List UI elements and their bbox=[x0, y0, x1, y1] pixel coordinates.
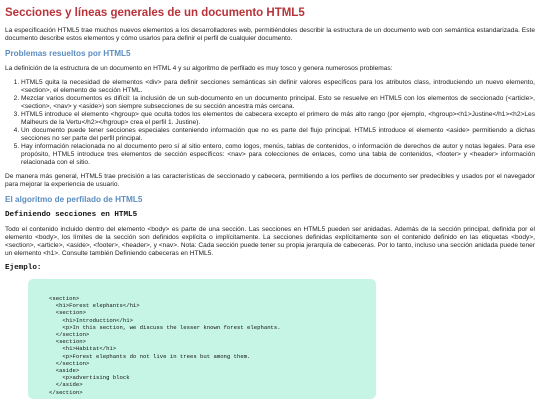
list-item: 5. Hay información relacionada no al documento pero sí al sitio entero, como logos, menús, tablas de contenidos, o información de derechos de autor y notas legales. Para ese propósito, HTML5 introduce tres elementos de sección específicos: <nav> para colecciones de enlaces, como una tabla de contenidos, <footer> y <header> información relacionada con el sitio. bbox=[21, 143, 535, 167]
list-item: 4. Un documento puede tener secciones especiales conteniendo información que no es parte del flujo principal. HTML5 introduce el elemento <aside> permitiendo a dichas secciones no ser parte del perfil principal. bbox=[21, 127, 535, 143]
code-example-box bbox=[28, 279, 376, 399]
sections-body-paragraph: Todo el contenido incluido dentro del elemento <body> es parte de una sección. Las secciones en HTML5 pueden ser anidadas. Además de la sección principal, definida por el elemento <body>, los límites de la sección son definidos explícita o implícitamente. La secciones definidas explícitamente son el contenido definido en las etiquetas <body>, <section>, <article>, <aside>, <footer>, <header>, y <nav>. Nota: Cada sección puede tener su propia jerarquía de cabeceras. Por lo tanto, incluso una sección anidada puede tener un elemento <h1>. Consulte también Definiendo cabeceras en HTML5. bbox=[5, 226, 535, 257]
intro-paragraph: La especificación HTML5 trae muchos nuevos elementos a los desarrolladores web, permitiéndoles describir la estructura de un documento web con semántica estandarizada. Este documento describe estos elementos y cómo usarlos para definir el perfil de cualquier documento. bbox=[5, 27, 535, 42]
list-item: 1. HTML5 quita la necesidad de elementos <div> para definir secciones semánticas sin definir valores específicos para los atributos class, introduciendo un nuevo elemento, <section>, el elemento de sección HTML. bbox=[21, 79, 535, 95]
problems-list bbox=[5, 79, 535, 167]
list-item: 2. Mezclar varios documentos es difícil: la inclusión de un sub-documento en un documento principal. Esto se resuelve en HTML5 con los elementos de seccionado (<article>, <section>, <nav> y <aside>) son siempre subsecciones de su sección ancestra más cercana. bbox=[21, 95, 535, 111]
section-heading-algorithm: El algoritmo de perfilado de HTML5 bbox=[5, 195, 143, 204]
problems-summary-paragraph: De manera más general, HTML5 trae precisión a las características de seccionado y cabecera, permitiendo a los perfiles de documento ser predecibles y usados por el navegador para mejorar la experiencia de usuario. bbox=[5, 173, 535, 188]
list-item: 3. HTML5 introduce el elemento <hgroup> que oculta todos los elementos de cabecera excepto el primero de más alto rango (por ejemplo, <hgroup><h1>Justine</h1><h2>Les Malheurs de la Vertu</h2></hgroup> crea el perfil 1. Justine). bbox=[21, 111, 535, 127]
problems-lead-paragraph: La definición de la estructura de un documento en HTML 4 y su algoritmo de perfilado es muy tosco y genera numerosos problemas: bbox=[5, 65, 393, 72]
code-example: <section> <h1>Forest elephants</h1> <section> <h1>Introduction</h1> <p>In this section, we discuss the lesser known forest elephants. </section> <section> <h1>Habitat</h1> <p>Forest elephants do not live in trees but among them. </section> <aside> <p>advertising block </aside> </section> bbox=[49, 295, 281, 396]
page-title: Secciones y líneas generales de un documento HTML5 bbox=[5, 7, 305, 19]
section-heading-problems: Problemas resueltos por HTML5 bbox=[5, 49, 131, 58]
example-label: Ejemplo: bbox=[5, 264, 42, 272]
subheading-defining-sections: Definiendo secciones en HTML5 bbox=[5, 211, 138, 219]
